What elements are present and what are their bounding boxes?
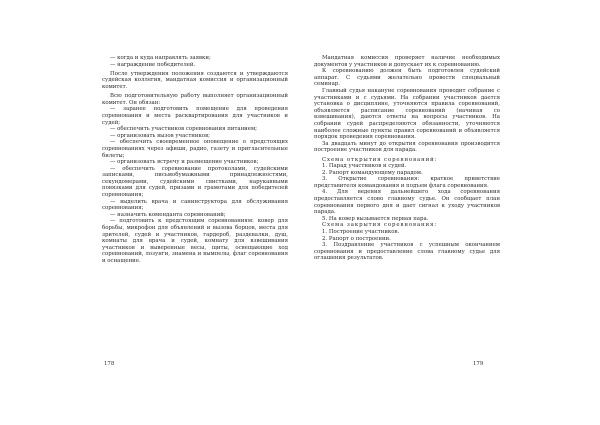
paragraph: — когда и куда направлять заявки;: [110, 55, 211, 61]
paragraph: — заранее подготовить помещение для проведения соревнования и места расквартирования для участников и судей;: [102, 106, 288, 126]
page-number-left: 178: [104, 361, 115, 367]
paragraph: — обеспечить соревнование протоколами, судейскими записками, письмобумажными принадлежностями, секундомерами, судейскими свистками, нарукавными повязками для судей, призами и грамотами для победителей соревнования;: [102, 165, 288, 199]
list-item: 1. Построение участников.: [322, 229, 400, 236]
list-item: 4. Для ведения дальнейшего хода соревнования предоставляется слово главному судье. Он сообщает план соревнования первого дня и дает сигнал к уходу участников парада.: [314, 189, 500, 216]
paragraph: — организовать встречу и размещение участников;: [110, 159, 259, 166]
list-item: 2. Рапорт о построении.: [322, 235, 391, 242]
paragraph: — подготовить к предстоящим соревнованиям: ковер для борьбы, микрофон для объявлений и вызова борцов, места для зрителей, судей и участников, гардероб, раздевалки, душ, комнаты для врача и судей, комнату для взвешивания участников и выверенные весы, щиты, освещающие ход соревнований, лозунги, знамена и вымпелы, флаг соревнования и оснащение.: [102, 218, 288, 264]
page-number-right: 179: [473, 361, 484, 367]
paragraph: За двадцать минут до открытия соревнования производится построение участников для парада.: [314, 140, 500, 154]
section-heading: Схема открытия соревнований:: [322, 156, 438, 163]
left-page-text: [102, 55, 288, 265]
list-item: 2. Рапорт командующему парадом.: [322, 169, 423, 176]
list-item: 3. Открытие соревнования: краткое приветствие представителя командования и подъем флага соревнования.: [314, 176, 500, 189]
paragraph: — выделить врача и санинструктора для обслуживания соревнования;: [102, 198, 288, 212]
paragraph: — назначить коменданта соревнований;: [110, 211, 226, 218]
list-item: 1. Парад участников и судей.: [322, 163, 407, 170]
paragraph: — организовать вызов участников;: [110, 132, 210, 139]
paragraph: — обеспечить участников соревнования питанием;: [110, 126, 257, 133]
paragraph: Главный судья накануне соревнования проводит собрание с участниками и с судьями. На собрании участников дается установка о дисциплине, уточняются правила соревнований, объявляется расписание соревнований (начиная со взвешивания), даются ответы на вопросы участников. На собрании судей распределяются обязанности, уточняются наиболее сложные пункты правил соревнований и объявляется порядок проведения соревнования.: [314, 87, 500, 141]
paragraph: — награждение победителей.: [110, 61, 196, 68]
paragraph: К соревнованию должен быть подготовлен судейский аппарат. С судьями желательно провести специальный семинар.: [314, 68, 500, 88]
list-item: 3. Поздравление участников с успешным окончанием соревнования и предоставление слова главному судье для оглашения результатов.: [314, 242, 500, 262]
paragraph: После утверждения положения создаются и утверждаются судейская коллегия, мандатная комиссия и организационный комитет.: [102, 70, 288, 90]
section-heading: Схема закрытия соревнования:: [322, 222, 438, 229]
paragraph: Всю подготовительную работу выполняет организационный комитет. Он обязан:: [102, 93, 288, 106]
paragraph: Мандатная комиссия проверяет наличие необходимых документов у участников и допускает их к соревнованию.: [314, 55, 500, 68]
list-item: 5. На ковер вызывается первая пара.: [322, 215, 429, 222]
right-page-text: [314, 55, 500, 262]
paragraph: — обеспечить своевременное оповещение о предстоящих соревнованиях через афиши, радио, газету и пригласительные билеты;: [102, 139, 288, 159]
